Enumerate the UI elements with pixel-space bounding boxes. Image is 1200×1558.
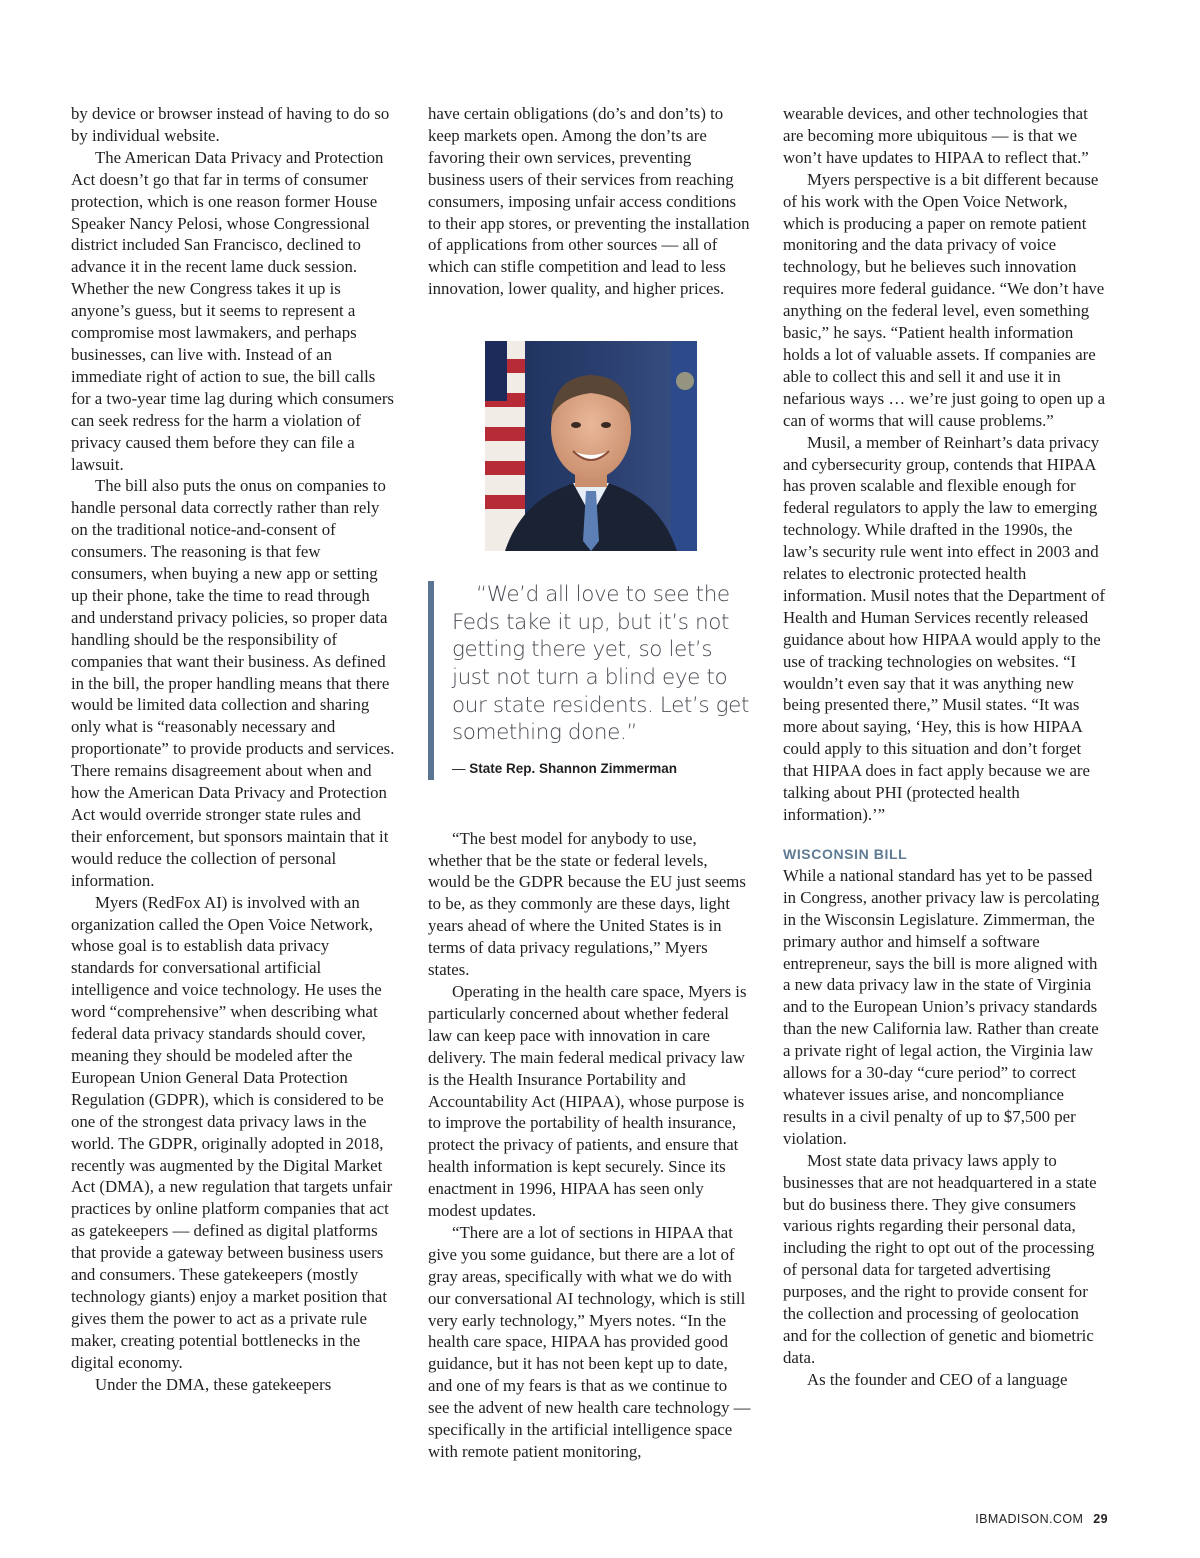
paragraph: “The best model for anybody to use, whether that be the state or federal levels, would be the GDPR because the EU just seems to be, as they commonly are these days, light years ahead of where the United States is in terms of data privacy regulations,” Myers states. [428, 828, 746, 980]
page-footer [975, 1512, 1108, 1526]
paragraph: Myers (RedFox AI) is involved with an organization called the Open Voice Network, whose goal is to establish data privacy standards for conversational artificial intelligence and voice technology. He uses the word “comprehensive” when describing what federal data privacy standards should cover, meaning they should be modeled after the European Union General Data Protection Regulation (GDPR), which is considered to be one of the strongest data privacy laws in the world. The GDPR, originally adopted in 2018, recently was augmented by the Digital Market Act (DMA), a new regulation that targets unfair practices by online platform companies that act as gatekeepers — defined as digital platforms that provide a gateway between business users and consumers. These gatekeepers (mostly technology giants) enjoy a market position that gives them the power to act as a private rule maker, creating potential bottlenecks in the digital economy. [71, 892, 393, 1372]
paragraph: by device or browser instead of having to do so by individual website. [71, 104, 390, 145]
pull-quote [428, 581, 752, 779]
paragraph: Musil, a member of Reinhart’s data privacy and cybersecurity group, contends that HIPAA has proven scalable and flexible enough for federal regulators to apply the law to emerging technology. While drafted in the 1990s, the law’s security rule went into effect in 2003 and relates to electronic protected health information. Musil notes that the Department of Health and Human Services recently released guidance about how HIPAA would apply to the use of tracking technologies on websites. “I wouldn’t even say that it was anything new being presented there,” Musil states. “It was more about saying, ‘Hey, this is how HIPAA could apply to this situation and don’t forget that HIPAA does in fact apply because we are talking about PHI (protected health information).’” [783, 432, 1106, 824]
site-name: IBMADISON.COM [975, 1512, 1084, 1526]
attribution-name: State Rep. Shannon Zimmerman [469, 760, 678, 776]
section-heading: WISCONSIN BILL [783, 845, 908, 862]
portrait-photo [485, 341, 697, 551]
paragraph: Operating in the health care space, Myers is particularly concerned about whether federal law can keep pace with innovation in care delivery. The main federal medical privacy law is the Health Insurance Portability and Accountability Act (HIPAA), whose purpose is to improve the portability of health insurance, protect the privacy of patients, and ensure that health information is kept securely. Since its enactment in 1996, HIPAA has seen only modest updates. [428, 981, 747, 1221]
column-1 [71, 103, 395, 1395]
column-3 [783, 103, 1107, 1391]
paragraph: The American Data Privacy and Protection Act doesn’t go that far in terms of consumer protection, which is one reason former House Speaker Nancy Pelosi, whose Congressional district included San Francisco, declined to advance it in the recent lame duck session. Whether the new Congress takes it up is anyone’s guess, but it seems to represent a compromise most lawmakers, and perhaps businesses, can live with. Instead of an immediate right of action to sue, the bill calls for a two-year time lag during which consumers can seek redress for the harm a violation of privacy caused them before they can file a lawsuit. [71, 147, 394, 474]
page-number: 29 [1093, 1512, 1108, 1526]
paragraph: The bill also puts the onus on companies to handle personal data correctly rather than rely on the traditional notice-and-consent of consumers. The reasoning is that few consumers, when buying a new app or setting up their phone, take the time to read through and understand privacy policies, so proper data handling should be the responsibility of companies that want their business. As defined in the bill, the proper handling means that there would be limited data collection and sharing only what is “reasonably necessary and proportionate” to provide products and services. There remains disagreement about when and how the American Data Privacy and Protection Act would override stronger state rules and their enforcement, but sponsors maintain that it would reduce the collection of personal information. [71, 476, 395, 890]
paragraph: While a national standard has yet to be passed in Congress, another privacy law is percolating in the Wisconsin Legislature. Zimmerman, the primary author and himself a software entrepreneur, says the bill is more aligned with a new data privacy law in the state of Virginia and to the European Union’s privacy standards than the new California law. Rather than create a private right of legal action, the Virginia law allows for a 30-day “cure period” to correct whatever issues arise, and noncompliance results in a civil penalty of up to $7,500 per violation. [783, 865, 1100, 1148]
column-2 [428, 103, 752, 1463]
pull-quote-text: “We’d all love to see the Feds take it up, but it’s not getting there yet, so let’s just not turn a blind eye to our state residents. Let’s get something done.” [452, 582, 750, 746]
paragraph: have certain obligations (do’s and don’ts) to keep markets open. Among the don’ts are favoring their own services, preventing business users of their services from reaching consumers, imposing unfair access conditions to their app stores, or preventing the installation of applications from other sources — all of which can stifle competition and lead to less innovation, lower quality, and higher prices. [428, 104, 750, 299]
pull-quote-attribution [452, 758, 752, 780]
paragraph: Myers perspective is a bit different because of his work with the Open Voice Network, which is producing a paper on remote patient monitoring and the data privacy of voice technology, but he believes such innovation requires more federal guidance. “We don’t have anything on the federal level, even something basic,” he says. “Patient health information holds a lot of valuable assets. If companies are able to collect this and sell it and use it in nefarious ways … we’re just going to open up a can of worms that will cause problems.” [783, 169, 1106, 430]
portrait-image [485, 341, 697, 551]
attribution-dash: — [452, 760, 466, 776]
paragraph: Under the DMA, these gatekeepers [95, 1374, 332, 1394]
paragraph: As the founder and CEO of a language [807, 1369, 1068, 1389]
paragraph: wearable devices, and other technologies that are becoming more ubiquitous — is that we won’t have updates to HIPAA to reflect that.” [783, 104, 1089, 167]
paragraph: Most state data privacy laws apply to businesses that are not headquartered in a state but do business there. They give consumers various rights regarding their personal data, including the right to opt out of the processing of personal data for targeted advertising purposes, and the right to provide consent for the collection and processing of geolocation and for the collection of genetic and biometric data. [783, 1150, 1097, 1367]
paragraph: “There are a lot of sections in HIPAA that give you some guidance, but there are a lot of gray areas, specifically with what we do with our conversational AI technology, which is still very early technology,” Myers notes. “In the health care space, HIPAA has provided good guidance, but it has not been kept up to date, and one of my fears is that as we continue to see the advent of new health care technology — specifically in the artificial intelligence space with remote patient monitoring, [428, 1222, 751, 1461]
